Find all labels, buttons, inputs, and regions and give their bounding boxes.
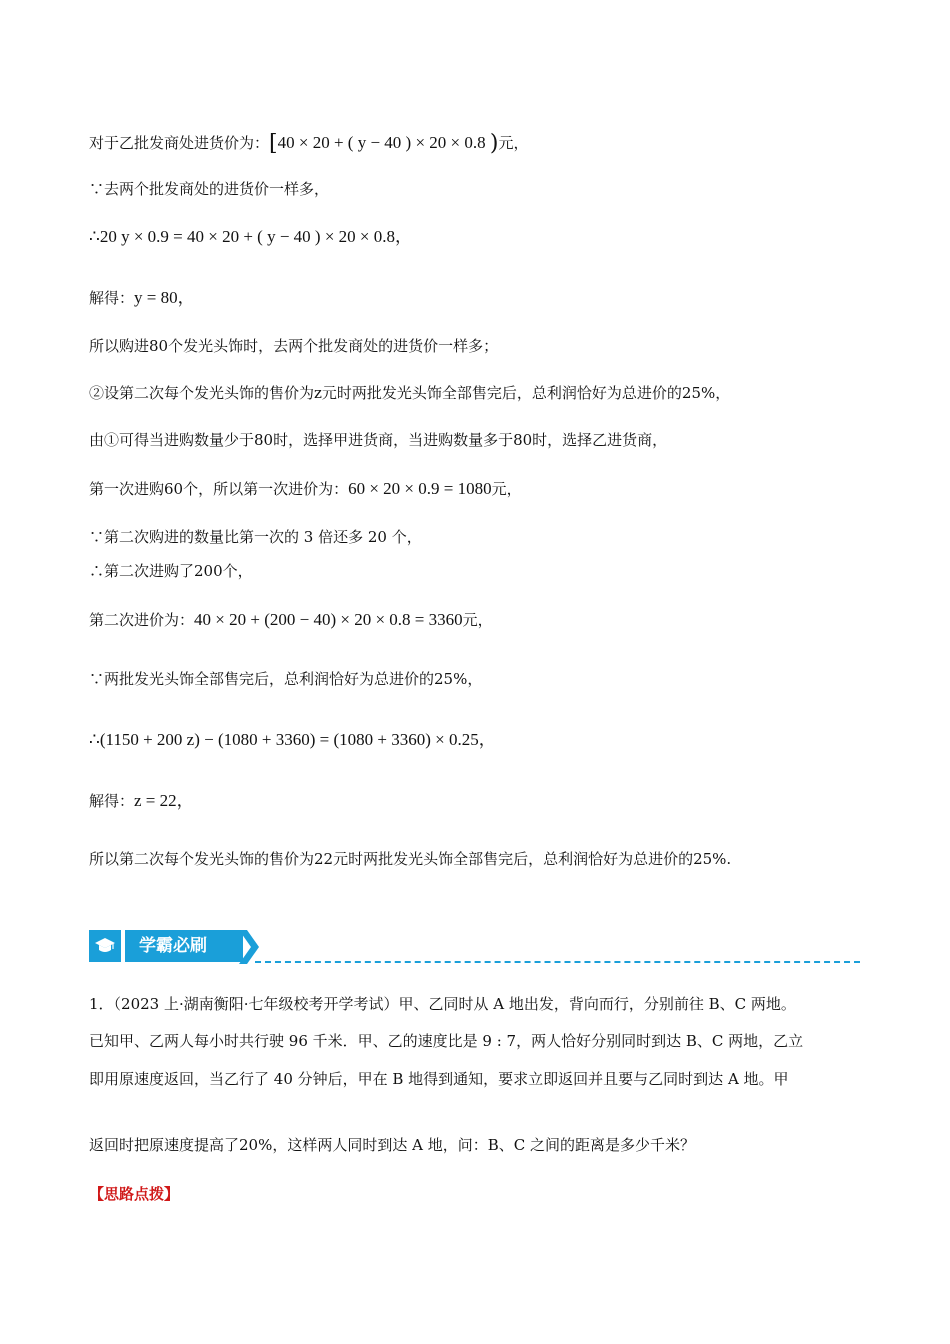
line-8-text: 第一次进购60个，所以第一次进价为： xyxy=(89,480,349,498)
chevron-right-icon xyxy=(239,930,259,964)
line-14-text: 解得： xyxy=(89,792,135,810)
text-line-14 xyxy=(89,790,194,812)
bracket-open: [ xyxy=(269,131,278,156)
banner-label: 学霸必刷 xyxy=(125,930,243,962)
problem-line-1: 1．（2023 上·湖南衡阳·七年级校考开学考试）甲、乙同时从 A 地出发，背向而行，分别前往 B、C 两地。 xyxy=(89,995,796,1013)
text-line-12: ∵两批发光头饰全部售完后，总利润恰好为总进价的25%， xyxy=(89,670,483,688)
line-1-tail: 元， xyxy=(498,134,529,152)
text-line-5: 所以购进80个发光头饰时，去两个批发商处的进货价一样多； xyxy=(89,337,499,355)
problem-line-3: 即用原速度返回，当乙行了 40 分钟后，甲在 B 地得到通知，要求立即返回并且要与乙同时到达 A 地。甲 xyxy=(89,1070,789,1088)
line-4-formula: y = 80， xyxy=(134,288,195,307)
text-line-3: ∴20 y × 0.9 = 40 × 20 + ( y − 40 ) × 20 × 0.8， xyxy=(89,227,412,246)
text-line-10: ∴第二次进购了200个， xyxy=(89,562,253,580)
text-line-9: ∵第二次购进的数量比第一次的 3 倍还多 20 个， xyxy=(89,528,422,546)
problem-line-2: 已知甲、乙两人每小时共行驶 96 千米．甲、乙的速度比是 9 : 7，两人恰好分别同时到达 B、C 两地，乙立 xyxy=(89,1032,804,1050)
graduation-cap-icon xyxy=(89,930,121,962)
text-line-11 xyxy=(89,609,493,631)
bracket-close: ) xyxy=(489,131,499,156)
line-11-formula: 40 × 20 + (200 − 40) × 20 × 0.8 = 3360 xyxy=(194,610,463,629)
line-1-text: 对于乙批发商处进货价为： xyxy=(89,134,270,152)
line-8-tail: 元， xyxy=(491,480,522,498)
text-line-7: 由①可得当进购数量少于80时，选择甲进货商，当进购数量多于80时，选择乙进货商， xyxy=(89,431,668,449)
text-line-13: ∴(1150 + 200 z) − (1080 + 3360) = (1080 + 3360) × 0.25， xyxy=(89,730,496,749)
text-line-2: ∵去两个批发商处的进货价一样多， xyxy=(89,180,330,198)
line-11-text: 第二次进价为： xyxy=(89,611,195,629)
line-4-text: 解得： xyxy=(89,289,135,307)
text-line-15: 所以第二次每个发光头饰的售价为22元时两批发光头饰全部售完后，总利润恰好为总进价的25%. xyxy=(89,850,732,868)
text-line-1 xyxy=(89,132,528,155)
text-line-8 xyxy=(89,478,522,500)
problem-line-4: 返回时把原速度提高了20%，这样两人同时到达 A 地，问：B、C 之间的距离是多少千米？ xyxy=(89,1136,695,1154)
line-8-formula: 60 × 20 × 0.9 = 1080 xyxy=(348,479,492,498)
section-divider xyxy=(255,961,860,963)
line-11-tail: 元， xyxy=(462,611,493,629)
hint-heading: 【思路点拨】 xyxy=(89,1185,180,1203)
line-1-formula: 40 × 20 + ( y − 40 ) × 20 × 0.8 xyxy=(277,133,490,152)
line-14-formula: z = 22， xyxy=(134,791,194,810)
text-line-4 xyxy=(89,287,195,309)
text-line-6: ②设第二次每个发光头饰的售价为z元时两批发光头饰全部售完后，总利润恰好为总进价的25%， xyxy=(89,384,731,402)
